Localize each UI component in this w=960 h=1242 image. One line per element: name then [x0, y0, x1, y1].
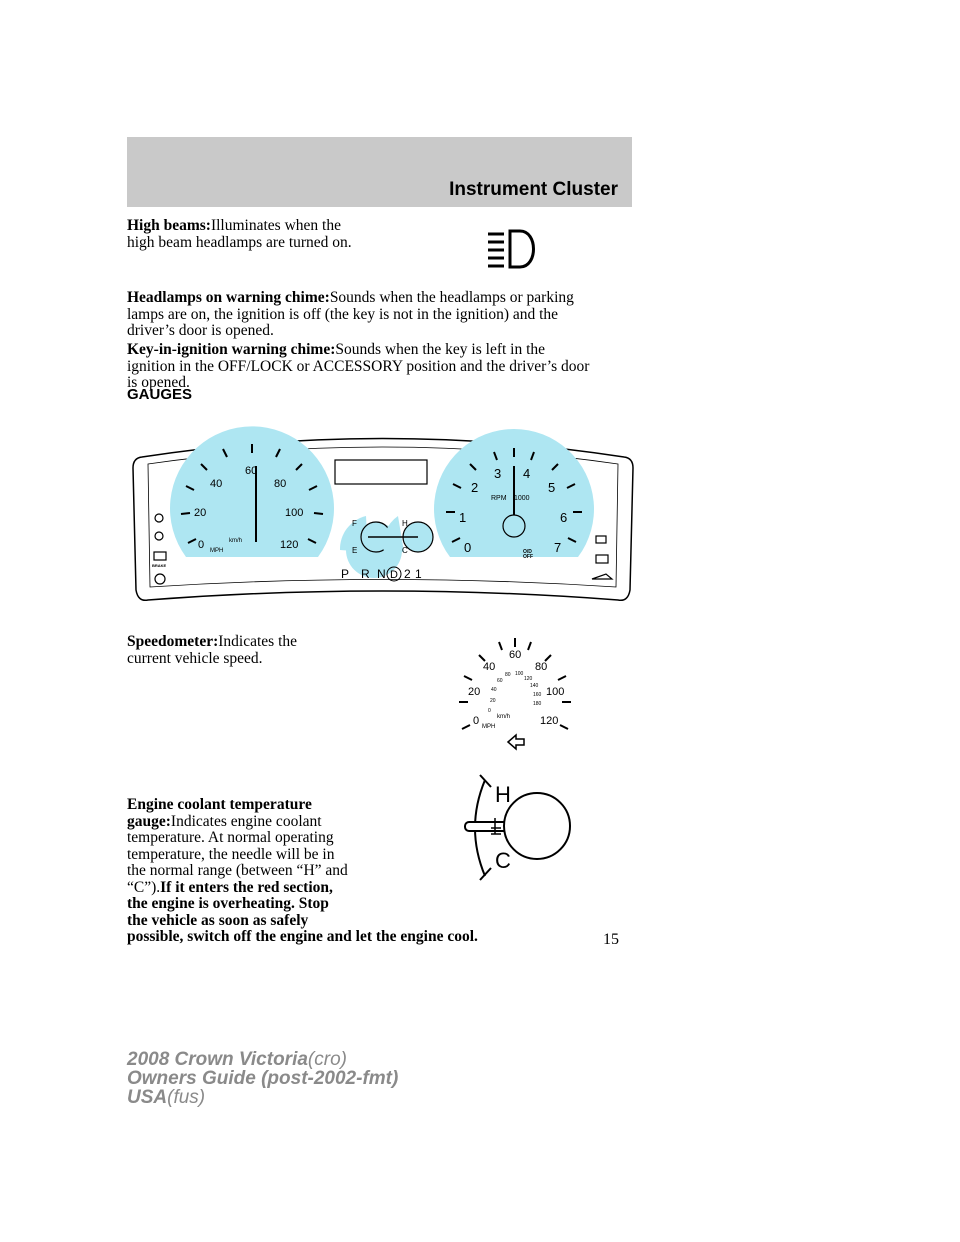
cluster-brake-label: BRAKE [152, 563, 167, 568]
footer-market-code: (fus) [167, 1087, 206, 1108]
key-chime-paragraph [127, 342, 637, 392]
speedo-mph-0: 0 [473, 715, 480, 727]
cluster-speed-mph-0: 0 [198, 539, 205, 551]
cluster-rpm-6: 6 [560, 510, 568, 525]
coolant-text-4: temperature, the needle will be in [127, 845, 335, 863]
speedo-kmh-120: 120 [524, 676, 533, 682]
coolant-text-8: the vehicle as soon as safely [127, 911, 309, 929]
high-beams-text-2: high beam headlamps are turned on. [127, 233, 352, 251]
speedometer-paragraph [127, 634, 297, 667]
cluster-rpm-5: 5 [548, 480, 556, 495]
key-chime-title: Key-in-ignition warning chime: [127, 341, 336, 358]
coolant-gauge-illustration [455, 770, 580, 890]
cluster-rpm-3: 3 [494, 466, 502, 481]
footer-guide: Owners Guide (post-2002-fmt) [127, 1068, 399, 1089]
coolant-text-9: possible, switch off the engine and let the engine cool. [127, 928, 478, 945]
cluster-speed-mph-100: 100 [285, 507, 304, 519]
cluster-speed-mph-unit: MPH [210, 548, 224, 554]
document-footer [127, 1050, 398, 1107]
coolant-text-5: the normal range (between “H” and [127, 862, 348, 879]
section-header [127, 137, 632, 207]
high-beams-text-1: Illuminates when the [210, 217, 341, 234]
cluster-fuel-full: F [352, 519, 357, 528]
speedometer-text-1: Indicates the [218, 633, 298, 650]
speedo-kmh-20: 20 [490, 698, 496, 704]
speedo-mph-40: 40 [483, 661, 496, 673]
speedo-kmh-140: 140 [530, 683, 539, 689]
speedo-mph-unit: MPH [482, 724, 496, 730]
cluster-rpm-4: 4 [523, 466, 531, 481]
speedo-kmh-100: 100 [515, 671, 524, 677]
speedo-kmh-180: 180 [533, 701, 542, 707]
key-chime-text-1: Sounds when the key is left in the [335, 341, 546, 358]
cluster-odometer-display [335, 460, 427, 484]
speedo-kmh-0: 0 [488, 708, 491, 714]
cluster-rpm-7: 7 [554, 540, 562, 555]
headlamps-chime-text-1: Sounds when the headlamps or parking [329, 289, 574, 306]
cluster-od-off-2: OFF [523, 554, 533, 560]
speedo-mph-20: 20 [468, 686, 481, 698]
coolant-text-6b: If it enters the red section, [160, 878, 333, 896]
cluster-speed-mph-60: 60 [245, 465, 258, 477]
cluster-gear-d: D [390, 569, 398, 581]
headlamps-chime-text-3: driver’s door is opened. [127, 322, 274, 339]
coolant-title-1: Engine coolant temperature [127, 796, 312, 813]
cluster-gear-1: 1 [415, 567, 422, 581]
cluster-gear-n: N [377, 567, 386, 581]
cluster-speed-mph-80: 80 [274, 478, 287, 490]
cluster-rpm-label: RPM [491, 495, 507, 502]
turn-signal-icon [508, 735, 524, 749]
cluster-temp-cold: C [402, 546, 408, 555]
speedo-kmh-40: 40 [491, 687, 497, 693]
cluster-od-off-1: O/D [523, 549, 532, 555]
coolant-hot-label: H [495, 782, 511, 807]
high-beams-paragraph [127, 218, 352, 251]
cluster-rpm-multiplier: 1000 [514, 495, 530, 502]
cluster-gear-2: 2 [404, 567, 411, 581]
speedo-mph-120: 120 [540, 715, 559, 727]
speedometer-title: Speedometer: [127, 633, 219, 650]
speedo-mph-100: 100 [546, 686, 565, 698]
headlamps-chime-title: Headlamps on warning chime: [127, 289, 330, 306]
footer-model-code: (cro) [307, 1049, 347, 1070]
speedo-kmh-160: 160 [533, 692, 542, 698]
cluster-rpm-2: 2 [471, 480, 479, 495]
coolant-text-6a: “C”). [127, 878, 161, 896]
key-chime-text-2: ignition in the OFF/LOCK or ACCESSORY position and the driver’s door [127, 357, 590, 375]
headlamps-chime-text-2: lamps are on, the ignition is off (the key is not in the ignition) and the [127, 305, 559, 323]
high-beam-icon [484, 228, 544, 270]
cluster-temp-hot: H [402, 519, 408, 528]
high-beams-title: High beams: [127, 217, 211, 234]
gauges-heading: GAUGES [127, 386, 193, 403]
cluster-gear-p: P [341, 567, 350, 581]
cluster-fuel-empty: E [352, 546, 358, 555]
footer-market: USA [127, 1087, 168, 1108]
cluster-speed-mph-120: 120 [280, 539, 299, 551]
speedo-kmh-60: 60 [497, 678, 503, 684]
cluster-speed-mph-40: 40 [210, 478, 223, 490]
coolant-text-3: temperature. At normal operating [127, 829, 334, 846]
coolant-text-7: the engine is overheating. Stop [127, 895, 329, 912]
cluster-speed-kmh-unit: km/h [229, 538, 243, 544]
speedo-kmh-unit: km/h [497, 714, 511, 720]
cluster-gear-r: R [361, 567, 370, 581]
cluster-rpm-0: 0 [464, 540, 472, 555]
speedometer-text-2: current vehicle speed. [127, 649, 263, 667]
cluster-speed-mph-20: 20 [194, 507, 207, 519]
footer-model: 2008 Crown Victoria [127, 1049, 308, 1070]
speedo-kmh-80: 80 [505, 672, 511, 678]
coolant-cold-label: C [495, 848, 511, 873]
instrument-cluster-illustration [128, 412, 638, 612]
key-chime-text-3: is opened. [127, 374, 190, 391]
page-number: 15 [603, 931, 619, 948]
speedo-mph-60: 60 [509, 649, 522, 661]
speedometer-detail-illustration [450, 630, 580, 755]
coolant-text-2: Indicates engine coolant [170, 812, 322, 830]
section-title: Instrument Cluster [449, 179, 618, 200]
coolant-title-2: gauge: [127, 812, 171, 830]
headlamps-chime-paragraph [127, 290, 637, 340]
speedo-mph-80: 80 [535, 661, 548, 673]
cluster-rpm-1: 1 [459, 510, 467, 525]
